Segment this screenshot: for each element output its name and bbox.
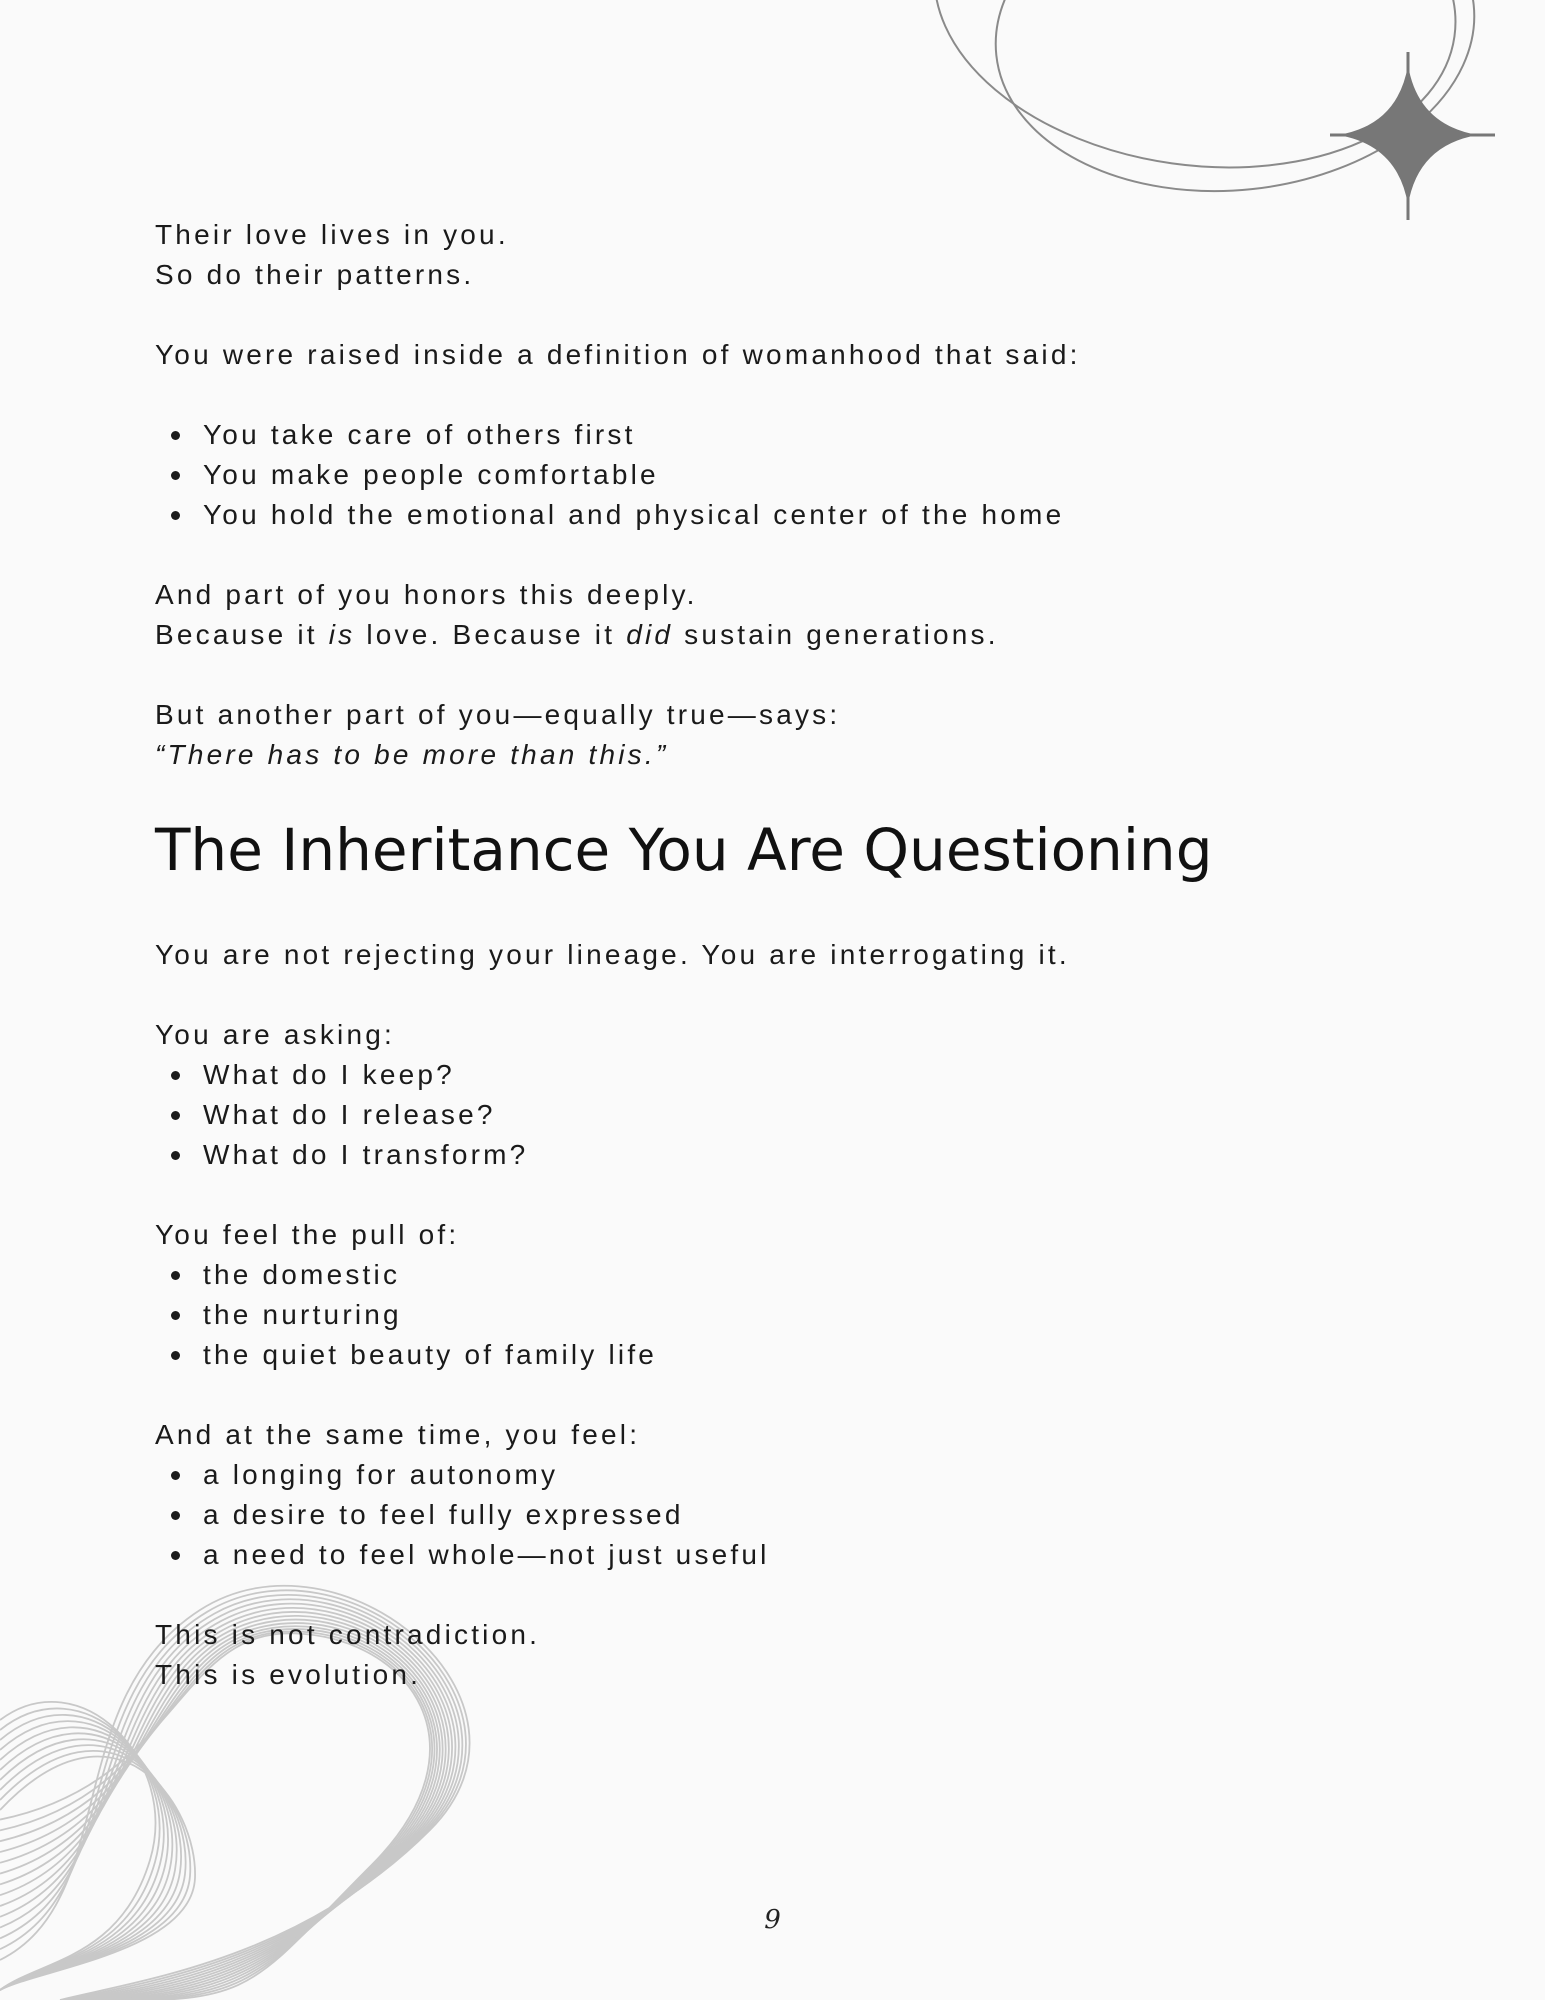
wave-line: [0, 1739, 181, 1990]
asking-list: [155, 1055, 1405, 1175]
bullet-icon: [171, 471, 180, 480]
page-number: 9: [764, 1905, 781, 1935]
wave-line: [0, 1733, 177, 1990]
four-point-star-icon: [1330, 52, 1495, 220]
list-item: You hold the emotional and physical center of the home: [155, 495, 1405, 535]
quote-line: “There has to be more than this.”: [155, 739, 669, 770]
bullet-icon: [171, 1311, 180, 1320]
list-item: You take care of others first: [155, 415, 1405, 455]
honor-line-2: Because it is love. Because it did sustain generations.: [155, 619, 999, 650]
pull-list: [155, 1255, 1405, 1375]
bullet-icon: [171, 1111, 180, 1120]
list-item: the quiet beauty of family life: [155, 1335, 1405, 1375]
list-item: What do I release?: [155, 1095, 1405, 1135]
wave-line: [0, 1708, 160, 1990]
wave-line: [0, 1721, 168, 1990]
section-heading: The Inheritance You Are Questioning: [155, 816, 1213, 884]
orbit-ellipses: [913, 0, 1491, 214]
another-part-line: But another part of you—equally true—says:: [155, 699, 841, 730]
womanhood-list: [155, 415, 1405, 535]
wave-line: [0, 1702, 155, 1990]
wave-line: [0, 1751, 190, 1990]
list-item: a longing for autonomy: [155, 1455, 1405, 1495]
intro-line-2: So do their patterns.: [155, 259, 475, 290]
closing-line-2: This is evolution.: [155, 1659, 422, 1690]
bullet-icon: [171, 511, 180, 520]
bullet-icon: [171, 1471, 180, 1480]
honor-line-1: And part of you honors this deeply.: [155, 579, 698, 610]
list-item: What do I transform?: [155, 1135, 1405, 1175]
lineage-line: You are not rejecting your lineage. You are interrogating it.: [155, 939, 1070, 970]
same-time-list: [155, 1455, 1405, 1575]
page-content: [155, 215, 1405, 1695]
wave-line: [0, 1727, 172, 1990]
bullet-icon: [171, 1151, 180, 1160]
list-item: You make people comfortable: [155, 455, 1405, 495]
pull-label: You feel the pull of:: [155, 1219, 460, 1250]
wave-line: [0, 1745, 186, 1990]
bullet-icon: [171, 1271, 180, 1280]
wave-line: [0, 1757, 195, 1990]
same-time-label: And at the same time, you feel:: [155, 1419, 641, 1450]
list-item: What do I keep?: [155, 1055, 1405, 1095]
bullet-icon: [171, 1071, 180, 1080]
closing-line-1: This is not contradiction.: [155, 1619, 541, 1650]
list-item: a desire to feel fully expressed: [155, 1495, 1405, 1535]
list-item: a need to feel whole—not just useful: [155, 1535, 1405, 1575]
wave-line: [0, 1715, 164, 1990]
bullet-icon: [171, 1511, 180, 1520]
list-item: the domestic: [155, 1255, 1405, 1295]
bullet-icon: [171, 431, 180, 440]
bullet-icon: [171, 1551, 180, 1560]
bullet-icon: [171, 1351, 180, 1360]
asking-label: You are asking:: [155, 1019, 395, 1050]
intro-line-1: Their love lives in you.: [155, 219, 509, 250]
intro-line-3: You were raised inside a definition of womanhood that said:: [155, 339, 1081, 370]
list-item: the nurturing: [155, 1295, 1405, 1335]
